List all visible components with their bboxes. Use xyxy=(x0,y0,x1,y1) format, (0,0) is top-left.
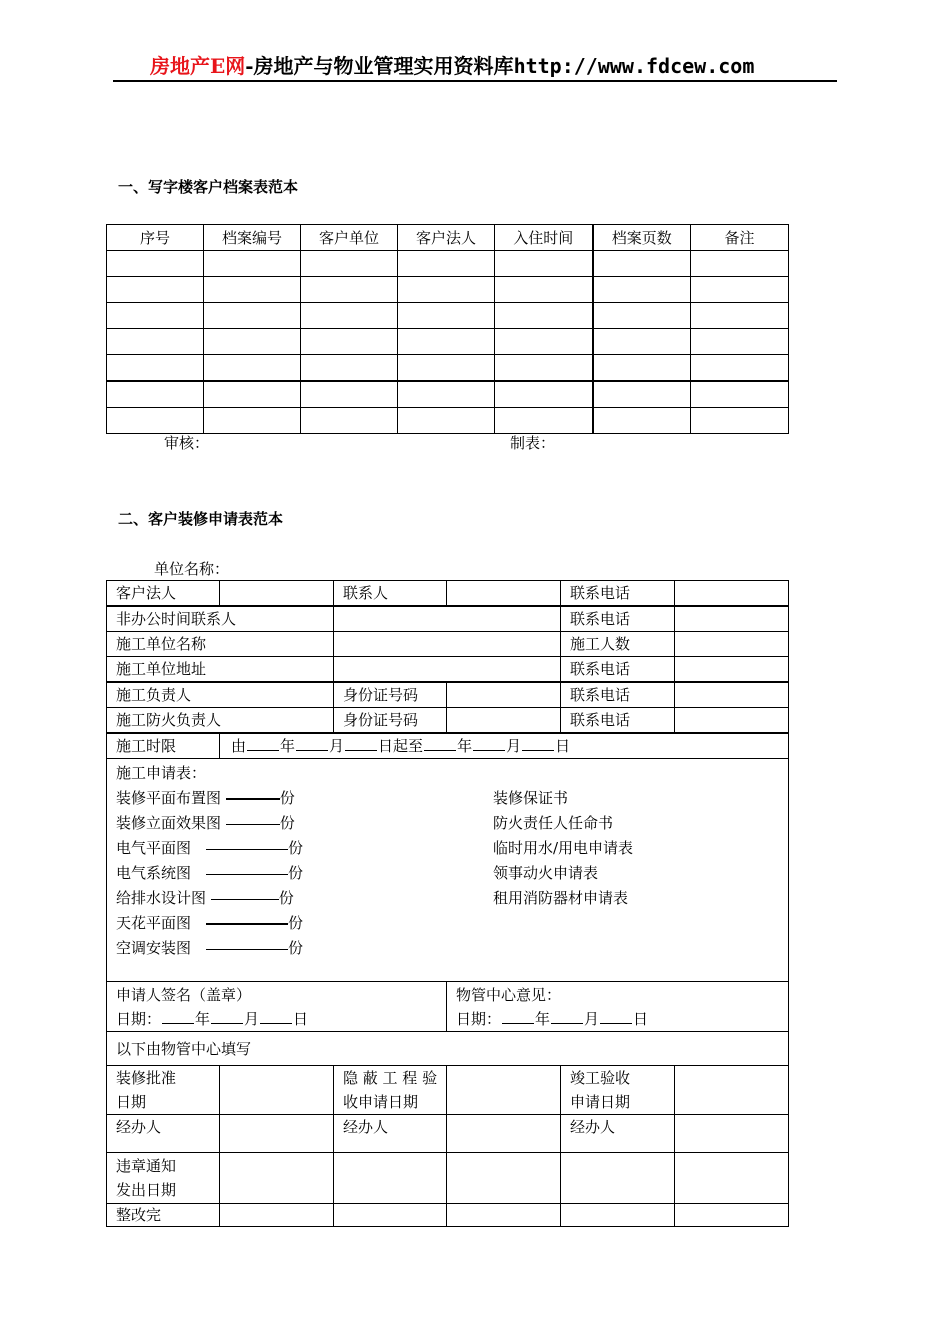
copies-unit: 份 xyxy=(288,914,304,932)
brand-name: 房地产E网 xyxy=(150,54,246,78)
approval-date-line1: 装修批准 xyxy=(116,1069,177,1087)
date-label: 日期： xyxy=(116,1010,162,1028)
header-divider xyxy=(113,80,837,82)
column-header: 档案页数 xyxy=(593,225,691,251)
table-cell[interactable] xyxy=(107,355,204,382)
date-day: 日 xyxy=(293,1010,309,1028)
table-cell[interactable] xyxy=(593,303,691,329)
blank-line[interactable] xyxy=(502,1022,534,1024)
rectify-value[interactable] xyxy=(220,1204,334,1227)
copies-unit: 份 xyxy=(288,864,304,882)
center-date xyxy=(456,1007,788,1031)
table-cell[interactable] xyxy=(691,303,789,329)
table-cell[interactable] xyxy=(398,277,495,303)
copies-line[interactable] xyxy=(206,874,288,875)
table-cell[interactable] xyxy=(593,355,691,382)
offhours-phone-value[interactable] xyxy=(675,606,789,632)
copies-unit: 份 xyxy=(288,939,304,957)
date-month: 月 xyxy=(584,1010,600,1028)
unit-name-label: 单位名称： xyxy=(154,560,230,578)
period-day-end: 日 xyxy=(555,737,571,755)
table-cell[interactable] xyxy=(593,277,691,303)
table-cell[interactable] xyxy=(593,381,691,408)
table-cell[interactable] xyxy=(204,251,301,277)
section1-title: 一、写字楼客户档案表范本 xyxy=(118,178,299,196)
blank-line[interactable] xyxy=(211,1022,243,1024)
blank-line[interactable] xyxy=(247,749,279,751)
applicant-date xyxy=(116,1007,446,1031)
date-month: 月 xyxy=(244,1010,260,1028)
period-day-start: 日起至 xyxy=(378,737,424,755)
copies-line[interactable] xyxy=(206,949,288,950)
table-cell[interactable] xyxy=(107,303,204,329)
blank-line[interactable] xyxy=(424,749,456,751)
table-cell[interactable] xyxy=(204,355,301,382)
table-cell[interactable] xyxy=(495,355,593,382)
violation-value[interactable] xyxy=(561,1153,675,1204)
table-cell[interactable] xyxy=(301,381,398,408)
header-subtitle: -房地产与物业管理实用资料库 xyxy=(245,54,514,78)
table-cell[interactable] xyxy=(204,303,301,329)
rectify-value[interactable] xyxy=(334,1204,447,1227)
table-cell[interactable] xyxy=(204,329,301,355)
builder-name-row xyxy=(107,632,789,657)
rectify-row xyxy=(107,1204,789,1227)
manager-label: 施工负责人 xyxy=(107,682,334,708)
table-cell[interactable] xyxy=(495,381,593,408)
table-cell[interactable] xyxy=(204,277,301,303)
contact-phone-label: 联系电话 xyxy=(561,581,675,607)
application-item xyxy=(116,836,303,860)
table-row xyxy=(107,329,789,355)
blank-line[interactable] xyxy=(551,1022,583,1024)
table-row xyxy=(107,277,789,303)
table-cell[interactable] xyxy=(398,251,495,277)
table-cell[interactable] xyxy=(691,355,789,382)
completion-line1: 竣工验收 xyxy=(570,1069,631,1087)
copies-unit: 份 xyxy=(279,814,295,832)
client-archive-table xyxy=(106,224,789,434)
application-item xyxy=(116,861,303,885)
contact-phone-value[interactable] xyxy=(675,581,789,607)
rectify-value[interactable] xyxy=(447,1204,561,1227)
period-month-end: 月 xyxy=(506,737,522,755)
header-url[interactable]: http://www.fdcew.com xyxy=(513,54,755,78)
fire-manager-phone-label: 联系电话 xyxy=(561,708,675,734)
table-cell[interactable] xyxy=(593,251,691,277)
manager-id-label: 身份证号码 xyxy=(334,682,447,708)
application-name: 装修平面布置图 xyxy=(116,789,222,807)
handler-row xyxy=(107,1115,789,1153)
table-cell[interactable] xyxy=(301,251,398,277)
applications-title: 施工申请表： xyxy=(116,764,207,782)
table-cell[interactable] xyxy=(301,355,398,382)
table-cell[interactable] xyxy=(301,277,398,303)
application-doc: 装修保证书 xyxy=(493,789,569,807)
manager-phone-label: 联系电话 xyxy=(561,682,675,708)
application-name: 给排水设计图 xyxy=(116,889,207,907)
period-from: 由 xyxy=(231,737,247,755)
table-cell[interactable] xyxy=(691,408,789,434)
period-value[interactable] xyxy=(220,733,789,759)
violation-line2: 发出日期 xyxy=(116,1181,177,1199)
table-header-row xyxy=(107,225,789,251)
table-cell[interactable] xyxy=(204,408,301,434)
table-row xyxy=(107,251,789,277)
violation-label xyxy=(107,1153,220,1204)
builder-name-label: 施工单位名称 xyxy=(107,632,334,657)
application-name: 装修立面效果图 xyxy=(116,814,222,832)
fire-manager-row xyxy=(107,708,789,734)
handler-label: 经办人 xyxy=(107,1115,220,1153)
application-name: 电气系统图 xyxy=(116,864,192,882)
handler-value[interactable] xyxy=(447,1115,561,1153)
blank-line[interactable] xyxy=(600,1022,632,1024)
copies-line[interactable] xyxy=(226,798,280,800)
builder-address-value[interactable] xyxy=(334,657,561,683)
client-legal-value[interactable] xyxy=(220,581,334,607)
column-header: 档案编号 xyxy=(204,225,301,251)
date-year: 年 xyxy=(535,1010,551,1028)
manager-phone-value[interactable] xyxy=(675,682,789,708)
table-cell[interactable] xyxy=(495,408,593,434)
application-name: 电气平面图 xyxy=(116,839,192,857)
table-cell[interactable] xyxy=(107,251,204,277)
violation-value[interactable] xyxy=(447,1153,561,1204)
hidden-works-line2: 收申请日期 xyxy=(343,1093,419,1111)
application-item xyxy=(116,786,295,810)
period-year-end: 年 xyxy=(457,737,473,755)
application-doc: 临时用水/用电申请表 xyxy=(493,839,634,857)
table-cell[interactable] xyxy=(495,251,593,277)
builder-name-value[interactable] xyxy=(334,632,561,657)
application-name: 天花平面图 xyxy=(116,914,192,932)
table-cell[interactable] xyxy=(107,408,204,434)
table-row xyxy=(107,355,789,382)
contact-person-label: 联系人 xyxy=(334,581,447,607)
copies-unit: 份 xyxy=(288,839,304,857)
blank-line[interactable] xyxy=(162,1022,194,1024)
table-cell[interactable] xyxy=(301,408,398,434)
section2-title: 二、客户装修申请表范本 xyxy=(118,510,284,528)
contact-person-value[interactable] xyxy=(447,581,561,607)
table-cell[interactable] xyxy=(398,408,495,434)
hidden-works-value[interactable] xyxy=(447,1066,561,1115)
table-cell[interactable] xyxy=(301,329,398,355)
table-cell[interactable] xyxy=(593,408,691,434)
copies-line[interactable] xyxy=(226,824,280,825)
handler-value[interactable] xyxy=(675,1115,789,1153)
completion-label xyxy=(561,1066,675,1115)
center-opinion-cell[interactable] xyxy=(447,982,789,1032)
table-cell[interactable] xyxy=(398,303,495,329)
period-row xyxy=(107,733,789,759)
blank-line[interactable] xyxy=(260,1022,292,1024)
table-cell[interactable] xyxy=(107,381,204,408)
date-year: 年 xyxy=(195,1010,211,1028)
table-cell[interactable] xyxy=(398,329,495,355)
offhours-contact-value[interactable] xyxy=(334,606,561,632)
completion-line2: 申请日期 xyxy=(570,1093,631,1111)
handler-value[interactable] xyxy=(220,1115,334,1153)
period-month: 月 xyxy=(329,737,345,755)
table-cell[interactable] xyxy=(107,277,204,303)
client-row xyxy=(107,581,789,607)
column-header: 客户单位 xyxy=(301,225,398,251)
handler-label: 经办人 xyxy=(334,1115,447,1153)
violation-value[interactable] xyxy=(220,1153,334,1204)
column-header: 客户法人 xyxy=(398,225,495,251)
completion-value[interactable] xyxy=(675,1066,789,1115)
manager-id-value[interactable] xyxy=(447,682,561,708)
copies-line[interactable] xyxy=(206,923,288,925)
violation-value[interactable] xyxy=(334,1153,447,1204)
table-cell[interactable] xyxy=(593,329,691,355)
application-item xyxy=(116,911,303,935)
table-cell[interactable] xyxy=(691,251,789,277)
column-header: 入住时间 xyxy=(495,225,593,251)
violation-line1: 违章通知 xyxy=(116,1157,177,1175)
table-cell[interactable] xyxy=(301,303,398,329)
maker-label: 制表： xyxy=(510,434,556,452)
center-fill-row xyxy=(107,1032,789,1066)
fire-manager-id-label: 身份证号码 xyxy=(334,708,447,734)
blank-line[interactable] xyxy=(345,749,377,751)
date-label: 日期： xyxy=(456,1010,502,1028)
copies-line[interactable] xyxy=(206,849,288,850)
signature-row xyxy=(107,982,789,1032)
column-header: 备注 xyxy=(691,225,789,251)
center-fill-label: 以下由物管中心填写 xyxy=(107,1032,789,1066)
period-year: 年 xyxy=(280,737,296,755)
offhours-row xyxy=(107,606,789,632)
table-cell[interactable] xyxy=(107,329,204,355)
approval-date-label xyxy=(107,1066,220,1115)
renovation-application-table xyxy=(106,580,789,1227)
blank-line[interactable] xyxy=(473,749,505,751)
builder-phone-label: 联系电话 xyxy=(561,657,675,683)
table-cell[interactable] xyxy=(398,355,495,382)
copies-line[interactable] xyxy=(211,899,279,900)
page-header xyxy=(150,50,754,79)
violation-value[interactable] xyxy=(675,1153,789,1204)
manager-row xyxy=(107,682,789,708)
application-name: 空调安装图 xyxy=(116,939,192,957)
fire-manager-label: 施工防火负责人 xyxy=(107,708,334,734)
violation-row xyxy=(107,1153,789,1204)
application-item xyxy=(116,886,294,910)
approval-date-value[interactable] xyxy=(220,1066,334,1115)
table-cell[interactable] xyxy=(691,329,789,355)
hidden-works-line1: 隐 蔽 工 程 验 xyxy=(343,1069,438,1087)
application-item xyxy=(116,811,295,835)
column-header: 序号 xyxy=(107,225,204,251)
date-day: 日 xyxy=(633,1010,649,1028)
table-row xyxy=(107,408,789,434)
application-doc: 租用消防器材申请表 xyxy=(493,889,629,907)
blank-line[interactable] xyxy=(522,749,554,751)
review-label: 审核： xyxy=(164,434,210,452)
copies-unit: 份 xyxy=(278,889,294,907)
client-legal-label: 客户法人 xyxy=(107,581,220,607)
builder-phone-value[interactable] xyxy=(675,657,789,683)
builder-people-label: 施工人数 xyxy=(561,632,675,657)
rectify-value[interactable] xyxy=(675,1204,789,1227)
hidden-works-label xyxy=(334,1066,447,1115)
application-item xyxy=(116,936,303,960)
applicant-signature-label: 申请人签名（盖章） xyxy=(116,986,252,1004)
builder-address-row xyxy=(107,657,789,683)
center-opinion-label: 物管中心意见： xyxy=(456,986,562,1004)
handler-label: 经办人 xyxy=(561,1115,675,1153)
table-cell[interactable] xyxy=(398,381,495,408)
table-cell[interactable] xyxy=(495,277,593,303)
table-cell[interactable] xyxy=(691,381,789,408)
dates-row xyxy=(107,1066,789,1115)
rectify-label: 整改完 xyxy=(107,1204,220,1227)
blank-line[interactable] xyxy=(296,749,328,751)
applications-row xyxy=(107,759,789,982)
offhours-phone-label: 联系电话 xyxy=(561,606,675,632)
table-cell[interactable] xyxy=(691,277,789,303)
applicant-signature-cell[interactable] xyxy=(107,982,447,1032)
period-label: 施工时限 xyxy=(107,733,220,759)
builder-people-value[interactable] xyxy=(675,632,789,657)
table-row xyxy=(107,303,789,329)
fire-manager-id-value[interactable] xyxy=(447,708,561,734)
applications-cell xyxy=(107,759,789,982)
builder-address-label: 施工单位地址 xyxy=(107,657,334,683)
table-row xyxy=(107,381,789,408)
table-cell[interactable] xyxy=(495,303,593,329)
application-doc: 领事动火申请表 xyxy=(493,864,599,882)
table-cell[interactable] xyxy=(495,329,593,355)
application-doc: 防火责任人任命书 xyxy=(493,814,614,832)
approval-date-line2: 日期 xyxy=(116,1093,147,1111)
copies-unit: 份 xyxy=(279,789,295,807)
fire-manager-phone-value[interactable] xyxy=(675,708,789,734)
table-cell[interactable] xyxy=(204,381,301,408)
rectify-value[interactable] xyxy=(561,1204,675,1227)
offhours-contact-label: 非办公时间联系人 xyxy=(107,606,334,632)
